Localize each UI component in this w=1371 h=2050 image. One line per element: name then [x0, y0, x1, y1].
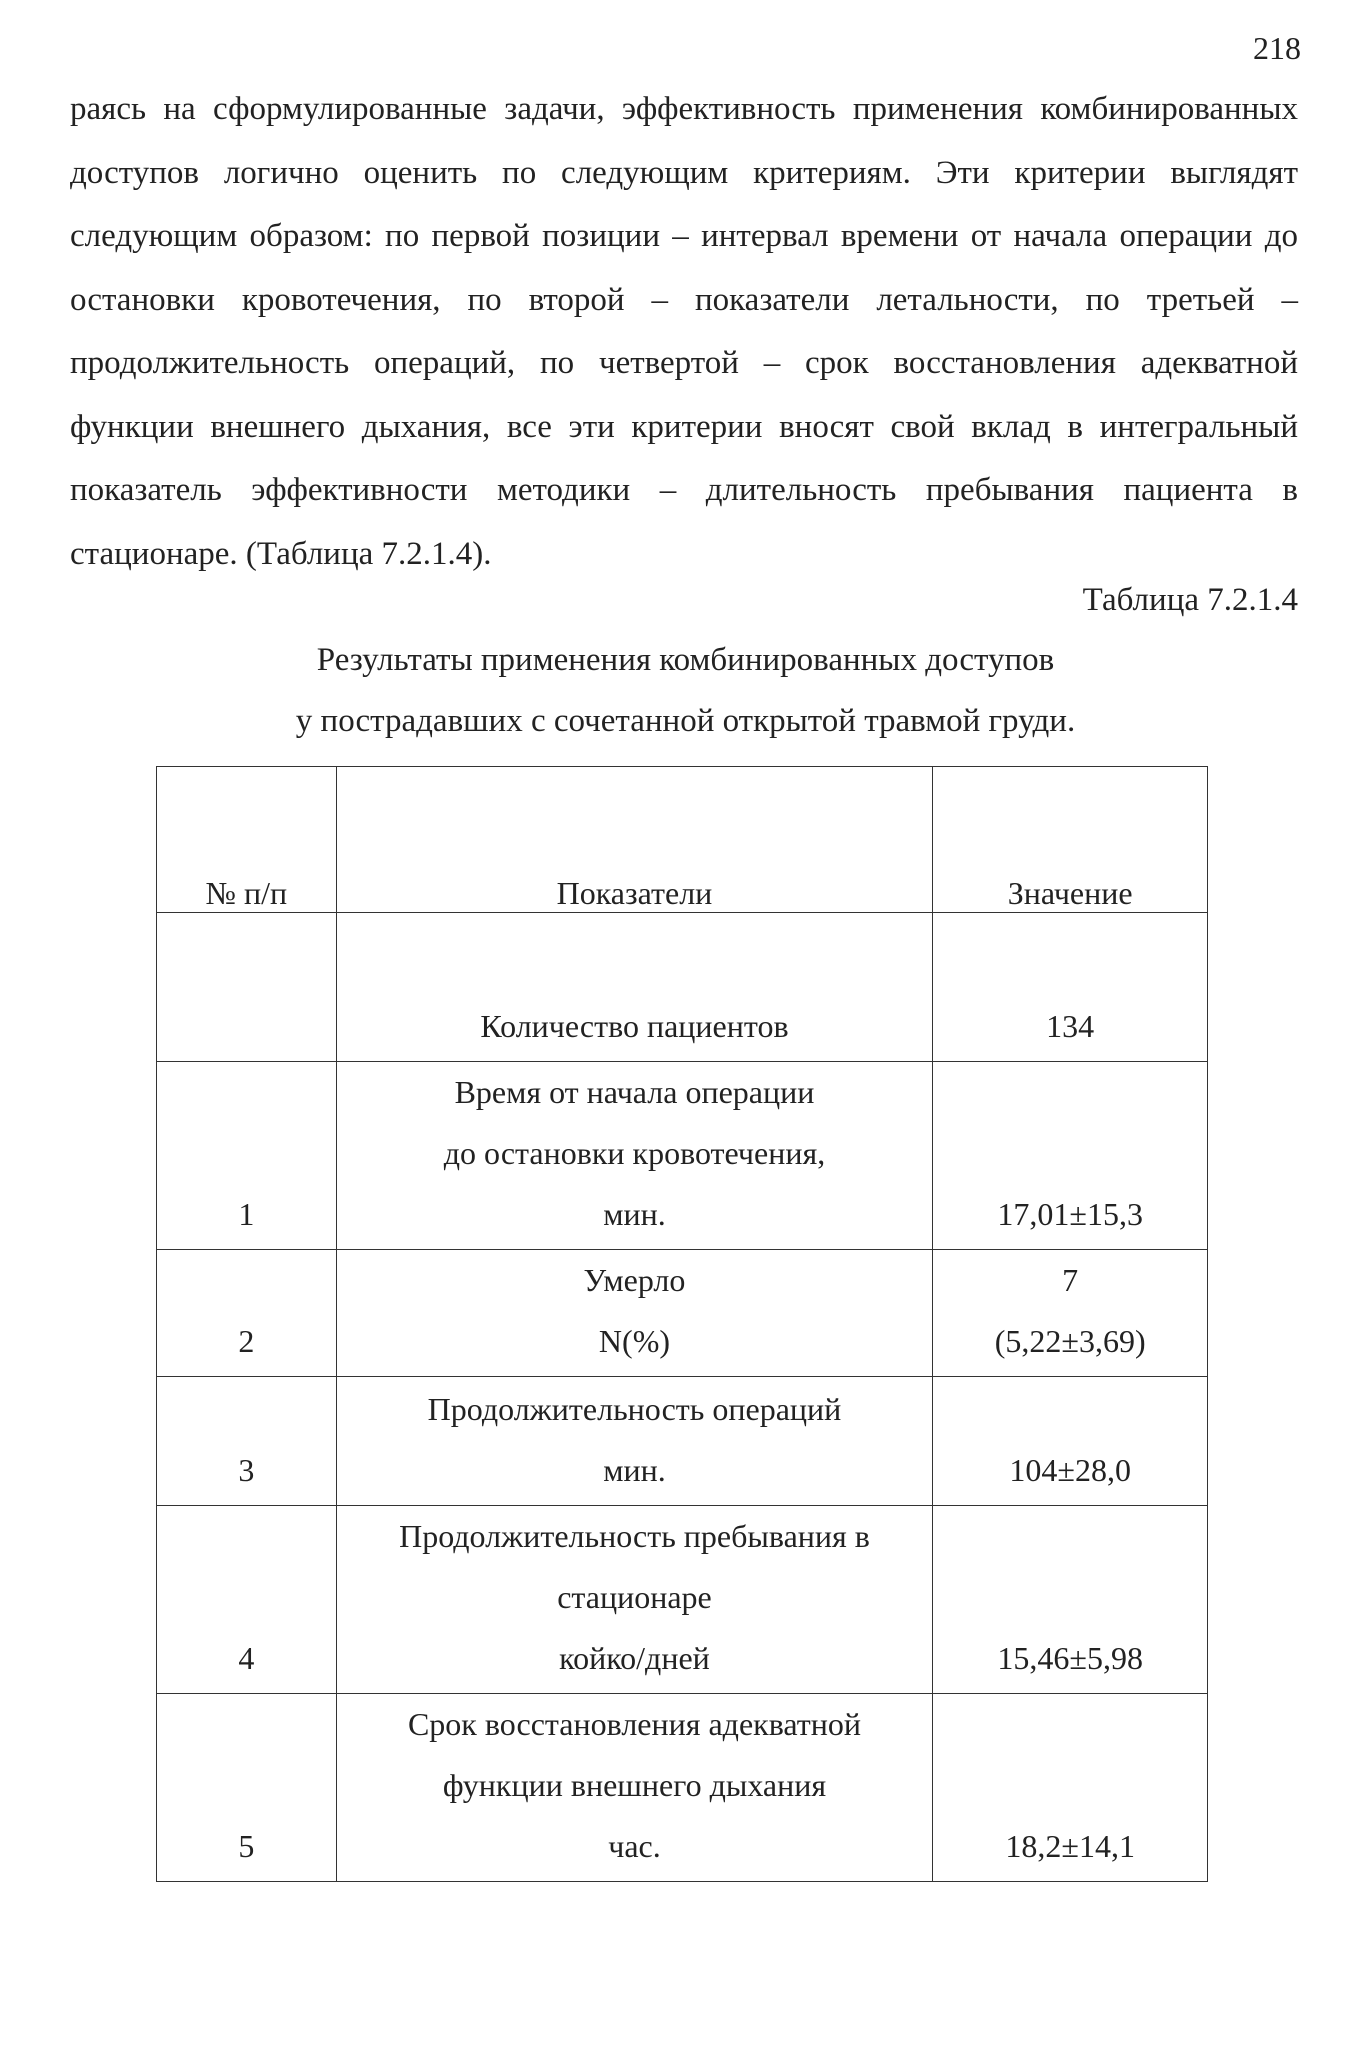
indicator-line: Продолжительность пребывания в — [399, 1518, 870, 1554]
header-num: № п/п — [157, 767, 337, 913]
table-header-row — [157, 767, 1208, 913]
value-line: 17,01±15,3 — [997, 1196, 1143, 1232]
table-caption-line-2: у пострадавших с сочетанной открытой травмой груди. — [295, 703, 1076, 739]
indicator-line: Количество пациентов — [480, 1008, 789, 1044]
value-line: 7 — [1062, 1262, 1079, 1298]
table-caption-line-1: Результаты применения комбинированных доступов — [316, 642, 1055, 678]
results-table — [156, 766, 1208, 1882]
indicator-line: функции внешнего дыхания — [442, 1767, 827, 1803]
row-num — [157, 913, 337, 1062]
row-num — [157, 1506, 337, 1694]
row-value — [933, 1694, 1208, 1882]
row-value — [933, 1506, 1208, 1694]
num-line: 3 — [238, 1452, 255, 1488]
row-indicator — [336, 1694, 933, 1882]
table-row — [157, 1694, 1208, 1882]
indicator-line: стационаре — [557, 1579, 712, 1615]
row-value — [933, 1377, 1208, 1506]
table-row — [157, 913, 1208, 1062]
indicator-line: койко/дней — [559, 1640, 710, 1676]
table-row — [157, 1506, 1208, 1694]
row-indicator — [336, 1062, 933, 1250]
num-line: 5 — [238, 1828, 255, 1864]
indicator-line: мин. — [603, 1196, 666, 1232]
row-indicator — [336, 1250, 933, 1377]
num-line: 4 — [238, 1640, 255, 1676]
table-row — [157, 1062, 1208, 1250]
row-indicator — [336, 1506, 933, 1694]
row-num — [157, 1377, 337, 1506]
value-line: (5,22±3,69) — [994, 1323, 1146, 1359]
indicator-line: Продолжительность операций — [427, 1391, 842, 1427]
header-indicator: Показатели — [336, 767, 933, 913]
indicator-line: Время от начала операции — [454, 1074, 815, 1110]
table-label: Таблица 7.2.1.4 — [1082, 582, 1298, 618]
row-num — [157, 1250, 337, 1377]
page-number: 218 — [1253, 30, 1301, 66]
value-line: 134 — [1046, 1008, 1095, 1044]
value-line: 18,2±14,1 — [1005, 1828, 1135, 1864]
row-num — [157, 1694, 337, 1882]
row-indicator — [336, 1377, 933, 1506]
row-value — [933, 913, 1208, 1062]
row-value — [933, 1250, 1208, 1377]
header-value: Значение — [933, 767, 1208, 913]
indicator-line: Срок восстановления адекватной — [407, 1706, 861, 1742]
indicator-line: час. — [608, 1828, 661, 1864]
table-row — [157, 1377, 1208, 1506]
value-line: 15,46±5,98 — [997, 1640, 1143, 1676]
body-paragraph: раясь на сформулированные задачи, эффективность применения комбинированных доступов логично оценить по следующим критериям. Эти критерии выглядят следующим образом: по первой позиции – интервал времени от начала операции до остановки кровотечения, по второй – показатели летальности, по третьей – продолжительность операций, по четвертой – срок восстановления адекватной функции внешнего дыхания, все эти критерии вносят свой вклад в интегральный показатель эффективности методики – длительность пребывания пациента в стационаре. (Таблица 7.2.1.4). — [70, 91, 1298, 572]
row-indicator — [336, 913, 933, 1062]
num-line: 2 — [238, 1323, 255, 1359]
indicator-line: до остановки кровотечения, — [443, 1135, 826, 1171]
num-line: 1 — [238, 1196, 255, 1232]
row-value — [933, 1062, 1208, 1250]
indicator-line: мин. — [603, 1452, 666, 1488]
row-num — [157, 1062, 337, 1250]
value-line: 104±28,0 — [1009, 1452, 1131, 1488]
indicator-line: N(%) — [598, 1323, 670, 1359]
table-row — [157, 1250, 1208, 1377]
indicator-line: Умерло — [583, 1262, 686, 1298]
